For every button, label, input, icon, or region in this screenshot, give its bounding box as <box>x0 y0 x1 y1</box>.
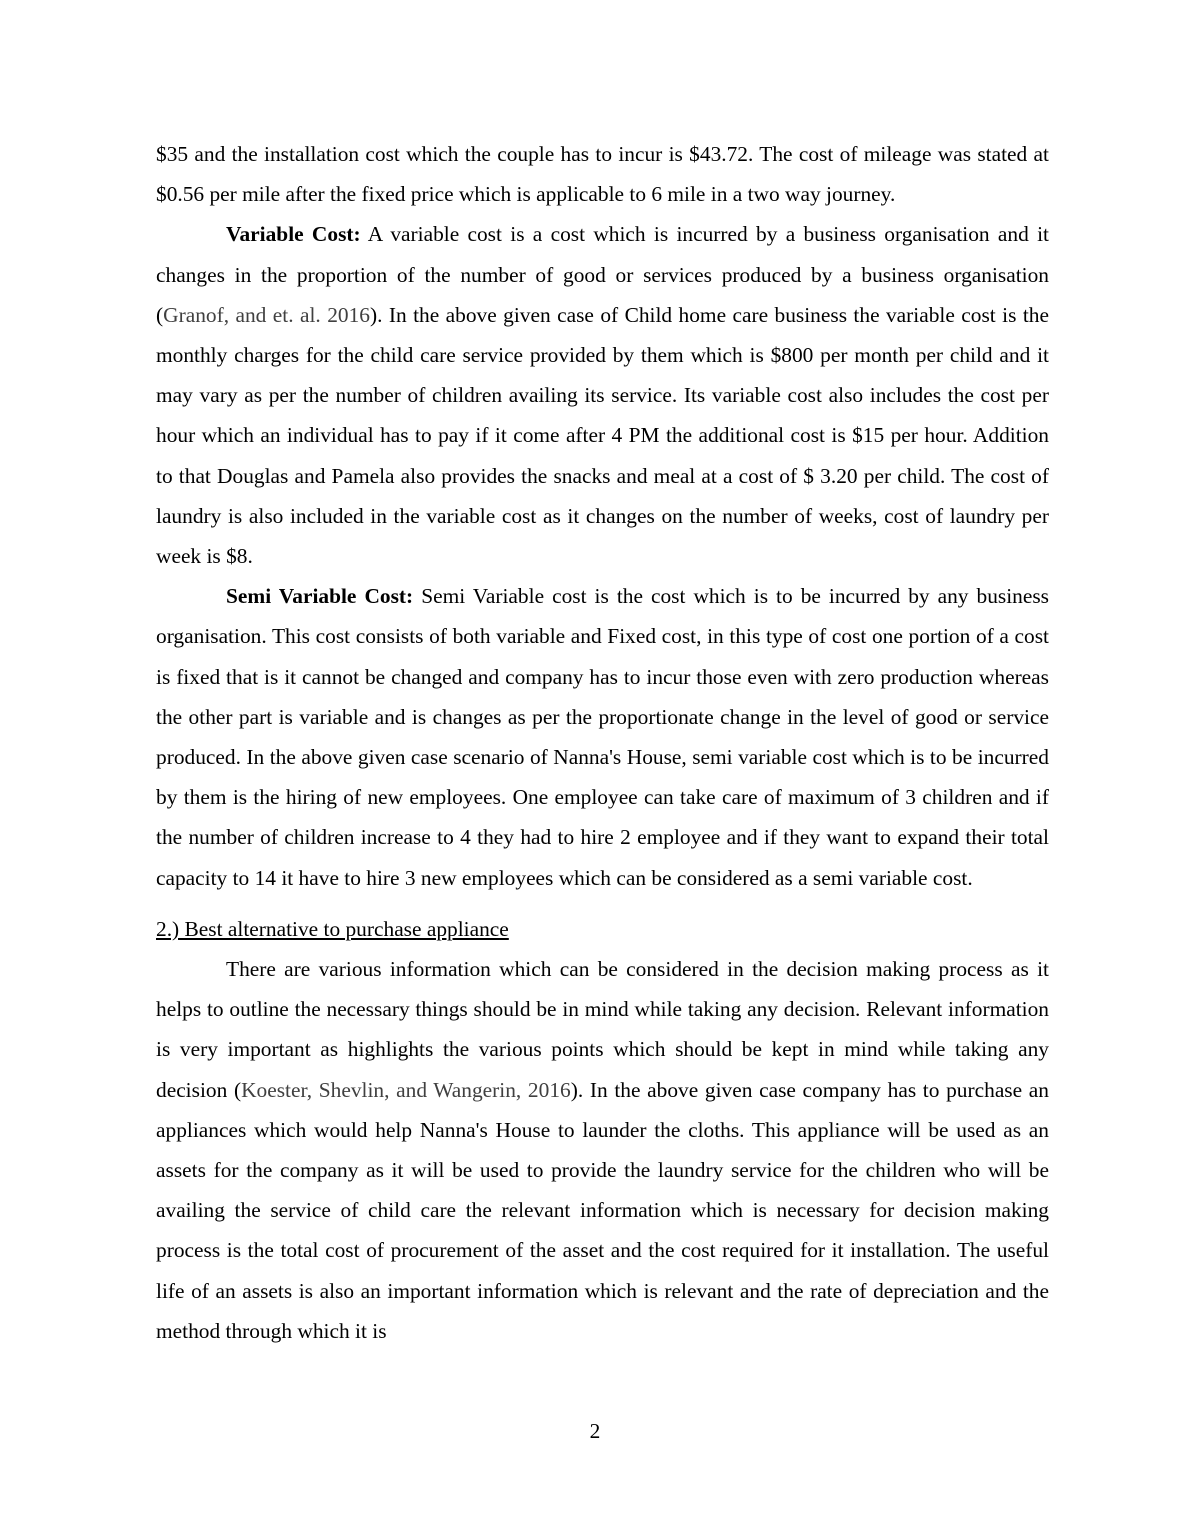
paragraph-text: Semi Variable cost is the cost which is to be incurred by any business organisation. This cost consists of both variable and Fixed cost, in this type of cost one portion of a cost is fixed that is it cannot be changed and company has to incur those even with zero production whereas the other part is variable and is changes as per the proportionate change in the level of good or service produced. In the above given case scenario of Nanna's House, semi variable cost which is to be incurred by them is the hiring of new employees. One employee can take care of maximum of 3 children and if the number of children increase to 4 they had to hire 2 employee and if they want to expand their total capacity to 14 it have to hire 3 new employees which can be considered as a semi variable cost. <box>156 584 1049 890</box>
paragraph-text: A variable cost is a cost which is incurred by a business organisation and it changes in the proportion of the number of good or services produced by a business organisation ( <box>156 222 1049 327</box>
paragraph-relevant-information <box>156 949 1049 1351</box>
section-heading: 2.) Best alternative to purchase appliance <box>156 916 509 941</box>
semi-variable-cost-label: Semi Variable Cost: <box>226 584 414 609</box>
page-number: 2 <box>589 1419 601 1443</box>
paragraph-fixed-cost-continued <box>156 134 1049 214</box>
paragraph-semi-variable-cost <box>156 576 1049 898</box>
paragraph-text: ). In the above given case of Child home care business the variable cost is the monthly charges for the child care service provided by them which is $800 per month per child and it may vary as per the number of children availing its service. Its variable cost also includes the cost per hour which an individual has to pay if it come after 4 PM the additional cost is $15 per hour. Addition to that Douglas and Pamela also provides the snacks and meal at a cost of $ 3.20 per child. The cost of laundry is also included in the variable cost as it changes on the number of weeks, cost of laundry per week is $8. <box>156 302 1049 569</box>
variable-cost-label: Variable Cost: <box>226 222 361 247</box>
citation-koester: Koester, Shevlin, and Wangerin, 2016 <box>241 1077 571 1102</box>
paragraph-variable-cost <box>156 214 1049 576</box>
paragraph-text: $35 and the installation cost which the couple has to incur is $43.72. The cost of mileage was stated at $0.56 per mile after the fixed price which is applicable to 6 mile in a two way journey. <box>156 142 1049 207</box>
paragraph-text: ). In the above given case company has to purchase an appliances which would help Nanna's House to launder the cloths. This appliance will be used as an assets for the company as it will be used to provide the laundry service for the children who will be availing the service of child care the relevant information which is necessary for decision making process is the total cost of procurement of the asset and the cost required for it installation. The useful life of an assets is also an important information which is relevant and the rate of depreciation and the method through which it is <box>156 1077 1049 1343</box>
paragraph-text: There are various information which can be considered in the decision making process as it helps to outline the necessary things should be in mind while taking any decision. Relevant information is very important as highlights the various points which should be kept in mind while taking any decision ( <box>156 957 1049 1102</box>
citation-granof: Granof, and et. al. 2016 <box>163 302 370 327</box>
page-body <box>156 134 1049 1351</box>
